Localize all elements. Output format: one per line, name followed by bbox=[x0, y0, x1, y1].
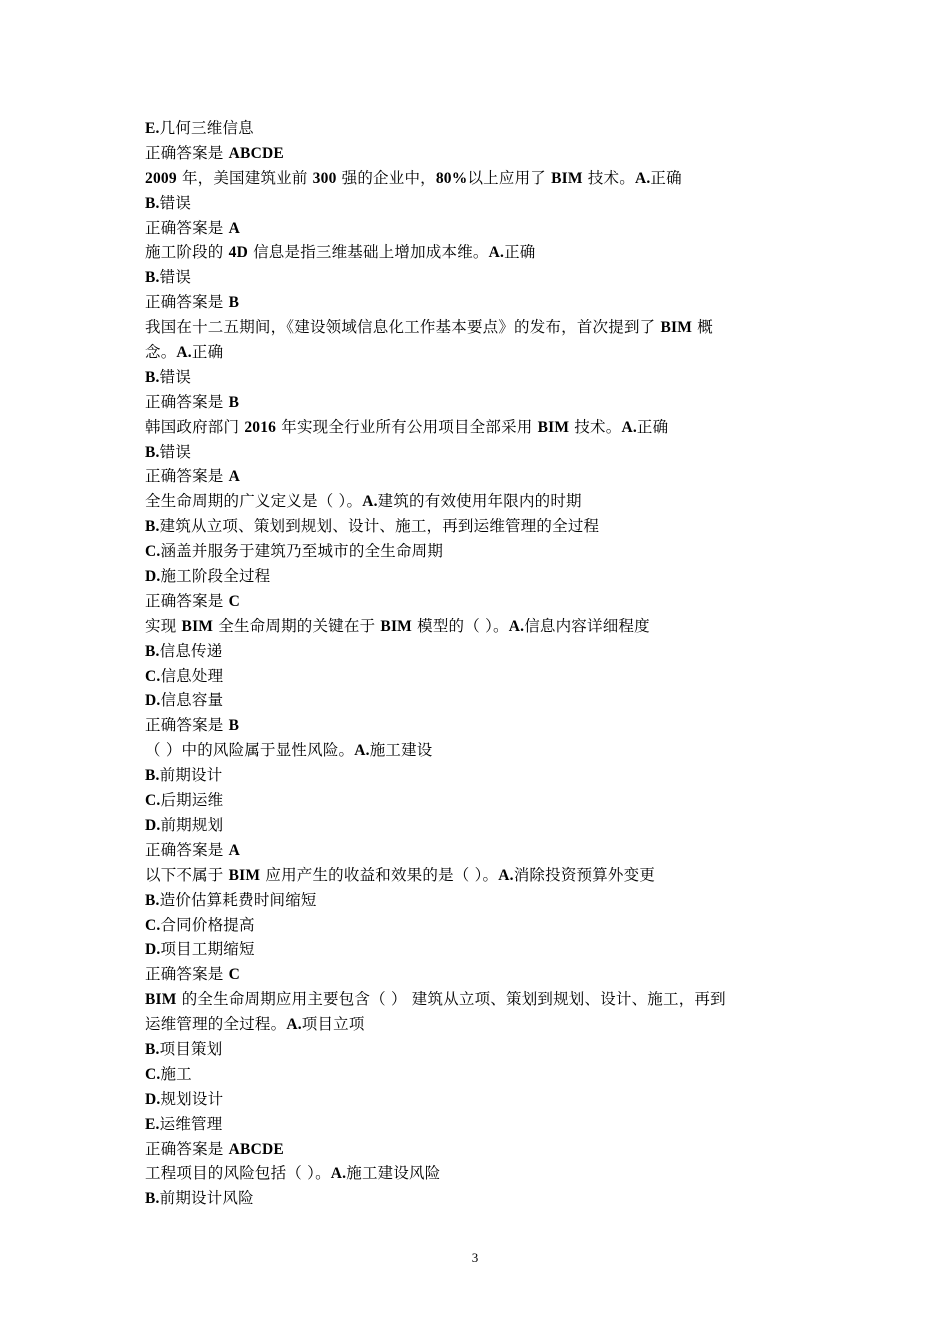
bold-text: B. bbox=[145, 767, 160, 785]
text-segment: 信息是指三维基础上增加成本维。 bbox=[247, 243, 489, 262]
text-line bbox=[145, 415, 785, 440]
text-line bbox=[145, 813, 785, 838]
text-segment: 全生命周期的关键在于 bbox=[213, 616, 381, 635]
bold-text: C bbox=[228, 592, 241, 610]
text-segment: 错误 bbox=[159, 442, 192, 461]
bold-text: B bbox=[228, 717, 240, 735]
text-segment: 强的企业中， bbox=[336, 168, 436, 187]
text-segment: 年，美国建筑业前 bbox=[176, 168, 313, 187]
bold-text: E. bbox=[145, 1115, 160, 1133]
text-line bbox=[145, 589, 785, 614]
text-segment: 信息处理 bbox=[160, 666, 224, 685]
bold-text: B. bbox=[145, 194, 160, 212]
bold-text: BIM bbox=[551, 169, 583, 187]
bold-text: B. bbox=[145, 518, 160, 536]
text-segment: 项目工期缩短 bbox=[160, 940, 255, 959]
bold-text: A. bbox=[354, 742, 370, 760]
document-body bbox=[145, 116, 785, 1211]
bold-text: C. bbox=[145, 667, 161, 685]
bold-text: A. bbox=[621, 418, 637, 436]
text-segment: 的全生命周期应用主要包含（ ） 建筑从立项、策划到规划、设计、施工，再到 bbox=[176, 990, 726, 1009]
text-line bbox=[145, 639, 785, 664]
page-number: 3 bbox=[471, 1250, 479, 1265]
bold-text: B. bbox=[145, 1190, 160, 1208]
text-segment: 年实现全行业所有公用项目全部采用 bbox=[276, 417, 538, 436]
bold-text: D. bbox=[145, 568, 161, 586]
text-segment: 工程项目的风险包括（ ）。 bbox=[145, 1164, 331, 1183]
text-line bbox=[145, 913, 785, 938]
text-line bbox=[145, 1062, 785, 1087]
text-segment: 前期设计风险 bbox=[159, 1189, 254, 1208]
text-line bbox=[145, 191, 785, 216]
bold-text: A bbox=[228, 219, 241, 237]
text-segment: （ ）中的风险属于显性风险。 bbox=[145, 741, 355, 760]
text-segment: 我国在十二五期间，《建设领域信息化工作基本要点》的发布，首次提到了 bbox=[145, 318, 661, 337]
bold-text: C bbox=[228, 966, 241, 984]
text-segment: 实现 bbox=[145, 616, 182, 635]
bold-text: A. bbox=[362, 493, 378, 511]
bold-text: A. bbox=[330, 1165, 347, 1183]
text-segment: 正确答案是 bbox=[145, 965, 229, 984]
text-segment: 正确答案是 bbox=[145, 467, 229, 486]
bold-text: BIM bbox=[181, 617, 214, 635]
bold-text: A. bbox=[176, 344, 192, 362]
text-segment: 前期设计 bbox=[159, 766, 223, 785]
text-segment: 前期规划 bbox=[160, 815, 224, 834]
bold-text: 4D bbox=[228, 244, 248, 262]
bold-text: BIM bbox=[380, 617, 413, 635]
text-segment: 项目策划 bbox=[159, 1039, 223, 1058]
bold-text: B. bbox=[145, 642, 160, 660]
text-segment: 施工建设 bbox=[369, 741, 433, 760]
text-line bbox=[145, 340, 785, 365]
bold-text: A. bbox=[634, 169, 651, 187]
bold-text: B. bbox=[145, 443, 160, 461]
text-segment: 概 bbox=[692, 318, 713, 337]
text-segment: 建筑从立项、策划到规划、设计、施工，再到运维管理的全过程 bbox=[159, 517, 600, 536]
text-segment: 施工阶段的 bbox=[145, 243, 229, 262]
text-segment: 后期运维 bbox=[160, 791, 224, 810]
text-segment: 信息容量 bbox=[160, 691, 224, 710]
bold-text: B. bbox=[145, 368, 160, 386]
text-line bbox=[145, 265, 785, 290]
text-segment: 信息传递 bbox=[159, 641, 223, 660]
bold-text: D. bbox=[145, 941, 161, 959]
bold-text: A. bbox=[508, 617, 525, 635]
text-segment: 应用产生的收益和效果的是（ ）。 bbox=[260, 865, 499, 884]
bold-text: B. bbox=[145, 1040, 160, 1058]
bold-text: C. bbox=[145, 792, 161, 810]
text-segment: 全生命周期的广义定义是（ ）。 bbox=[145, 492, 363, 511]
text-segment: 涵盖并服务于建筑乃至城市的全生命周期 bbox=[160, 542, 444, 561]
text-line bbox=[145, 614, 785, 639]
bold-text: B. bbox=[145, 891, 160, 909]
text-line bbox=[145, 1037, 785, 1062]
bold-text: A bbox=[228, 468, 241, 486]
bold-text: C. bbox=[145, 916, 161, 934]
bold-text: A. bbox=[488, 244, 505, 262]
bold-text: C. bbox=[145, 543, 161, 561]
text-line bbox=[145, 1087, 785, 1112]
text-line bbox=[145, 937, 785, 962]
text-line bbox=[145, 713, 785, 738]
text-segment: 造价估算耗费时间缩短 bbox=[159, 890, 317, 909]
text-segment: 错误 bbox=[159, 367, 192, 386]
text-segment: 正确答案是 bbox=[145, 1139, 229, 1158]
text-line bbox=[145, 838, 785, 863]
text-segment: 模型的（ ）。 bbox=[412, 616, 509, 635]
text-segment: 消除投资预算外变更 bbox=[513, 865, 656, 884]
text-segment: 正确答案是 bbox=[145, 218, 229, 237]
bold-text: BIM bbox=[228, 866, 261, 884]
text-segment: 规划设计 bbox=[160, 1089, 224, 1108]
text-segment: 运维管理 bbox=[159, 1114, 223, 1133]
text-segment: 正确答案是 bbox=[145, 392, 229, 411]
text-line bbox=[145, 390, 785, 415]
text-segment: 项目立项 bbox=[301, 1015, 365, 1034]
text-line bbox=[145, 1012, 785, 1037]
text-segment: 运维管理的全过程。 bbox=[145, 1015, 287, 1034]
text-line bbox=[145, 688, 785, 713]
text-line bbox=[145, 962, 785, 987]
text-segment: 正确答案是 bbox=[145, 840, 229, 859]
text-line bbox=[145, 489, 785, 514]
text-segment: 几何三维信息 bbox=[159, 119, 254, 137]
text-line bbox=[145, 514, 785, 539]
bold-text: 80% bbox=[435, 169, 468, 187]
text-segment: 正确 bbox=[191, 343, 224, 362]
text-line bbox=[145, 166, 785, 191]
text-line bbox=[145, 888, 785, 913]
text-segment: 念。 bbox=[145, 343, 177, 362]
text-segment: 正确 bbox=[650, 168, 682, 187]
text-segment: 正确 bbox=[636, 417, 669, 436]
bold-text: B. bbox=[145, 269, 160, 287]
text-segment: 正确答案是 bbox=[145, 591, 229, 610]
text-line bbox=[145, 464, 785, 489]
bold-text: BIM bbox=[145, 991, 177, 1009]
text-segment: 技术。 bbox=[582, 168, 635, 187]
text-segment: 正确 bbox=[504, 243, 536, 262]
text-line bbox=[145, 1161, 785, 1186]
text-segment: 技术。 bbox=[569, 417, 622, 436]
bold-text: D. bbox=[145, 692, 161, 710]
bold-text: 300 bbox=[312, 169, 337, 187]
text-line bbox=[145, 1137, 785, 1162]
text-line bbox=[145, 564, 785, 589]
text-line bbox=[145, 116, 785, 141]
text-segment: 合同价格提高 bbox=[160, 915, 255, 934]
text-line bbox=[145, 987, 785, 1012]
text-line bbox=[145, 1112, 785, 1137]
bold-text: B bbox=[228, 393, 240, 411]
bold-text: 2009 bbox=[145, 169, 177, 187]
bold-text: A. bbox=[286, 1016, 302, 1034]
text-line bbox=[145, 290, 785, 315]
text-line bbox=[145, 365, 785, 390]
text-line bbox=[145, 763, 785, 788]
text-line bbox=[145, 788, 785, 813]
bold-text: D. bbox=[145, 1090, 161, 1108]
bold-text: C. bbox=[145, 1065, 161, 1083]
text-segment: 正确答案是 bbox=[145, 143, 229, 162]
text-segment: 信息内容详细程度 bbox=[524, 616, 650, 635]
text-line bbox=[145, 440, 785, 465]
text-line bbox=[145, 664, 785, 689]
text-line bbox=[145, 738, 785, 763]
text-line bbox=[145, 863, 785, 888]
text-line bbox=[145, 539, 785, 564]
text-segment: 施工 bbox=[160, 1064, 192, 1083]
bold-text: B bbox=[228, 294, 240, 312]
text-line bbox=[145, 216, 785, 241]
text-segment: 正确答案是 bbox=[145, 293, 229, 312]
text-segment: 施工阶段全过程 bbox=[160, 567, 271, 586]
text-line bbox=[145, 141, 785, 166]
text-segment: 韩国政府部门 bbox=[145, 417, 245, 436]
bold-text: D. bbox=[145, 816, 161, 834]
text-segment: 错误 bbox=[159, 193, 192, 212]
bold-text: A. bbox=[498, 866, 514, 884]
text-segment: 建筑的有效使用年限内的时期 bbox=[377, 492, 582, 511]
text-segment: 正确答案是 bbox=[145, 716, 229, 735]
bold-text: BIM bbox=[660, 319, 693, 337]
text-segment: 以上应用了 bbox=[467, 168, 552, 187]
text-line bbox=[145, 1186, 785, 1211]
bold-text: 2016 bbox=[244, 418, 277, 436]
text-line bbox=[145, 240, 785, 265]
bold-text: ABCDE bbox=[228, 144, 284, 162]
bold-text: BIM bbox=[537, 418, 570, 436]
text-segment: 以下不属于 bbox=[145, 865, 229, 884]
text-segment: 施工建设风险 bbox=[346, 1164, 441, 1183]
text-segment: 错误 bbox=[159, 268, 192, 287]
text-line bbox=[145, 315, 785, 340]
bold-text: ABCDE bbox=[228, 1140, 284, 1158]
bold-text: A bbox=[228, 841, 241, 859]
bold-text: E. bbox=[145, 120, 160, 137]
